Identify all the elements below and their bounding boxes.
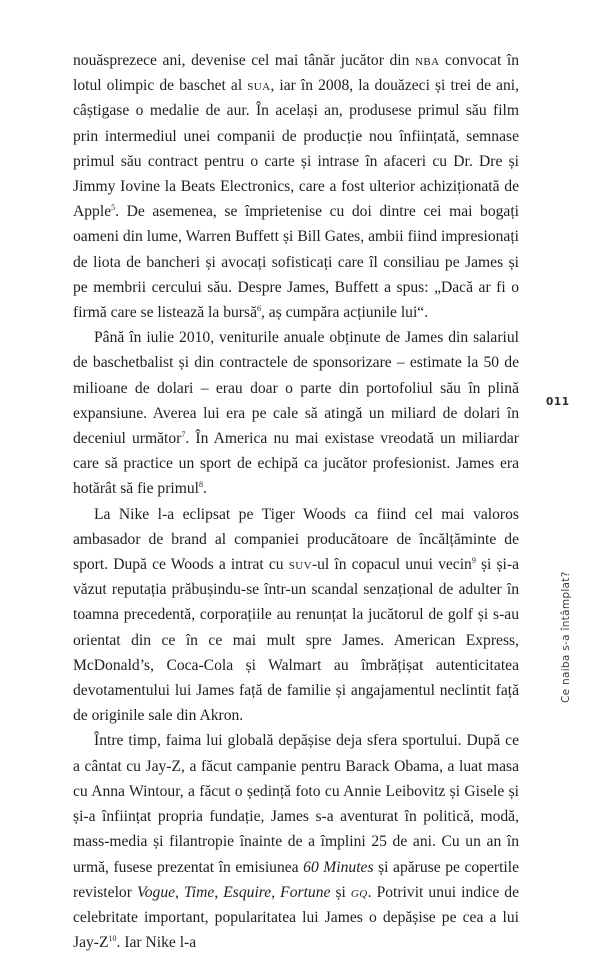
page-body — [73, 48, 519, 955]
paragraph-continuation — [73, 48, 519, 325]
text-run: , — [175, 883, 184, 901]
footnote-ref-9: 9 — [471, 556, 476, 566]
text-run: . De asemenea, se împrietenise cu doi dintre cei mai bogați oameni din lume, Warren Buffett și Bill Gates, ambii fiind impresionați de liota de bancheri și avocați sofisticați care îl consiliau pe James și pe membrii cercului său. Despre James, Buffett a spus: „Dacă ar fi o firmă care se listează la bursă — [73, 203, 519, 322]
magazine-fortune: Fortune — [280, 883, 331, 901]
abbreviation-suv: suv — [288, 556, 312, 574]
text-run: . Potrivit unui indice de celebritate important, popularitatea lui James o depășise pe cea a lui Jay-Z — [73, 883, 520, 952]
magazine-vogue: Vogue — [136, 883, 176, 901]
abbreviation-nba: nba — [415, 52, 440, 69]
page-number: 011 — [546, 396, 570, 408]
text-run: convocat în lotul olimpic de baschet al — [73, 52, 519, 95]
magazine-time: Time — [184, 883, 215, 901]
text-run: Între timp, faima lui globală depășise deja sfera sportului. După ce a cântat cu Jay-Z, a făcut campanie pentru Barack Obama, a luat masa cu Anna Wintour, a făcut o ședință foto cu Annie Leibovitz și Gisele și și-a înființat propria fundație, James s-a aventurat în politică, modă, mass-media și filantropie înainte de a împlini 25 de ani. Cu un an în urmă, fusese prezentat în emisiunea — [73, 732, 519, 876]
text-run: , aș cumpăra acțiunile lui“. — [261, 304, 429, 322]
text-run: și — [330, 883, 351, 901]
text-run: -ul în copacul unui vecin — [311, 556, 472, 574]
paragraph-nike — [73, 502, 519, 729]
paragraph-income — [73, 325, 519, 501]
abbreviation-sua: sua — [247, 77, 271, 95]
text-run: și apăruse pe copertile revistelor — [73, 858, 520, 901]
footnote-ref-5: 5 — [111, 203, 116, 213]
text-run: . — [203, 480, 207, 498]
text-run: , — [271, 883, 281, 901]
footnote-ref-8: 8 — [199, 480, 204, 490]
magazine-esquire: Esquire — [223, 883, 272, 901]
text-run: și și-a văzut reputația prăbușindu-se într-un scandal senzațional de adulter în toamna precedentă, corporațiile au renunțat la jucătorul de golf și s-au orientat din ce în ce mai mult spre James. American Express, McDonald’s, Coca-Cola și Walmart au îmbrățișat autenticitatea devotamentului lui James față de familie și angajamentul neclintit față de originile sale din Akron. — [73, 556, 519, 725]
running-head: Ce naiba s-a întâmplat? — [560, 571, 572, 703]
footnote-ref-6: 6 — [257, 304, 261, 314]
text-run: , iar în 2008, la douăzeci și trei de ani, câștigase o medalie de aur. În același an, produsese primul său film prin intermediul unei companii de producție nou înființată, semnase primul său contract pentru o carte și intrase în afaceri cu Dr. Dre și Jimmy Iovine la Beats Electronics, care a fost ulterior achiziționată de Apple — [73, 77, 519, 221]
text-run: La Nike l-a eclipsat pe Tiger Woods ca fiind cel mai valoros ambasador de brand al companiei producătoare de încălțăminte de sport. După ce Woods a intrat cu — [73, 505, 519, 574]
text-run: . În America nu mai existase vreodată un miliardar care să practice un sport de echipă ca jucător profesionist. James era hotărât să fie primul — [73, 430, 519, 498]
text-run: , — [214, 883, 224, 901]
footnote-ref-10: 10 — [108, 934, 117, 944]
text-run: . Iar Nike l-a — [116, 934, 197, 952]
footnote-ref-7: 7 — [181, 430, 186, 440]
text-run: nouăsprezece ani, devenise cel mai tânăr jucător din — [73, 52, 415, 69]
magazine-gq: gq — [350, 883, 368, 901]
paragraph-fame — [73, 728, 519, 955]
text-run: Până în iulie 2010, veniturile anuale obținute de James din salariul de baschetbalist și din contractele de sponsorizare – estimate la 50 de milioane de dolari – erau doar o parte din portofoliul său în plină expansiune. Averea lui era pe cale să atingă un miliard de dolari în deceniul următor — [73, 329, 519, 448]
show-title: 60 Minutes — [303, 858, 374, 876]
